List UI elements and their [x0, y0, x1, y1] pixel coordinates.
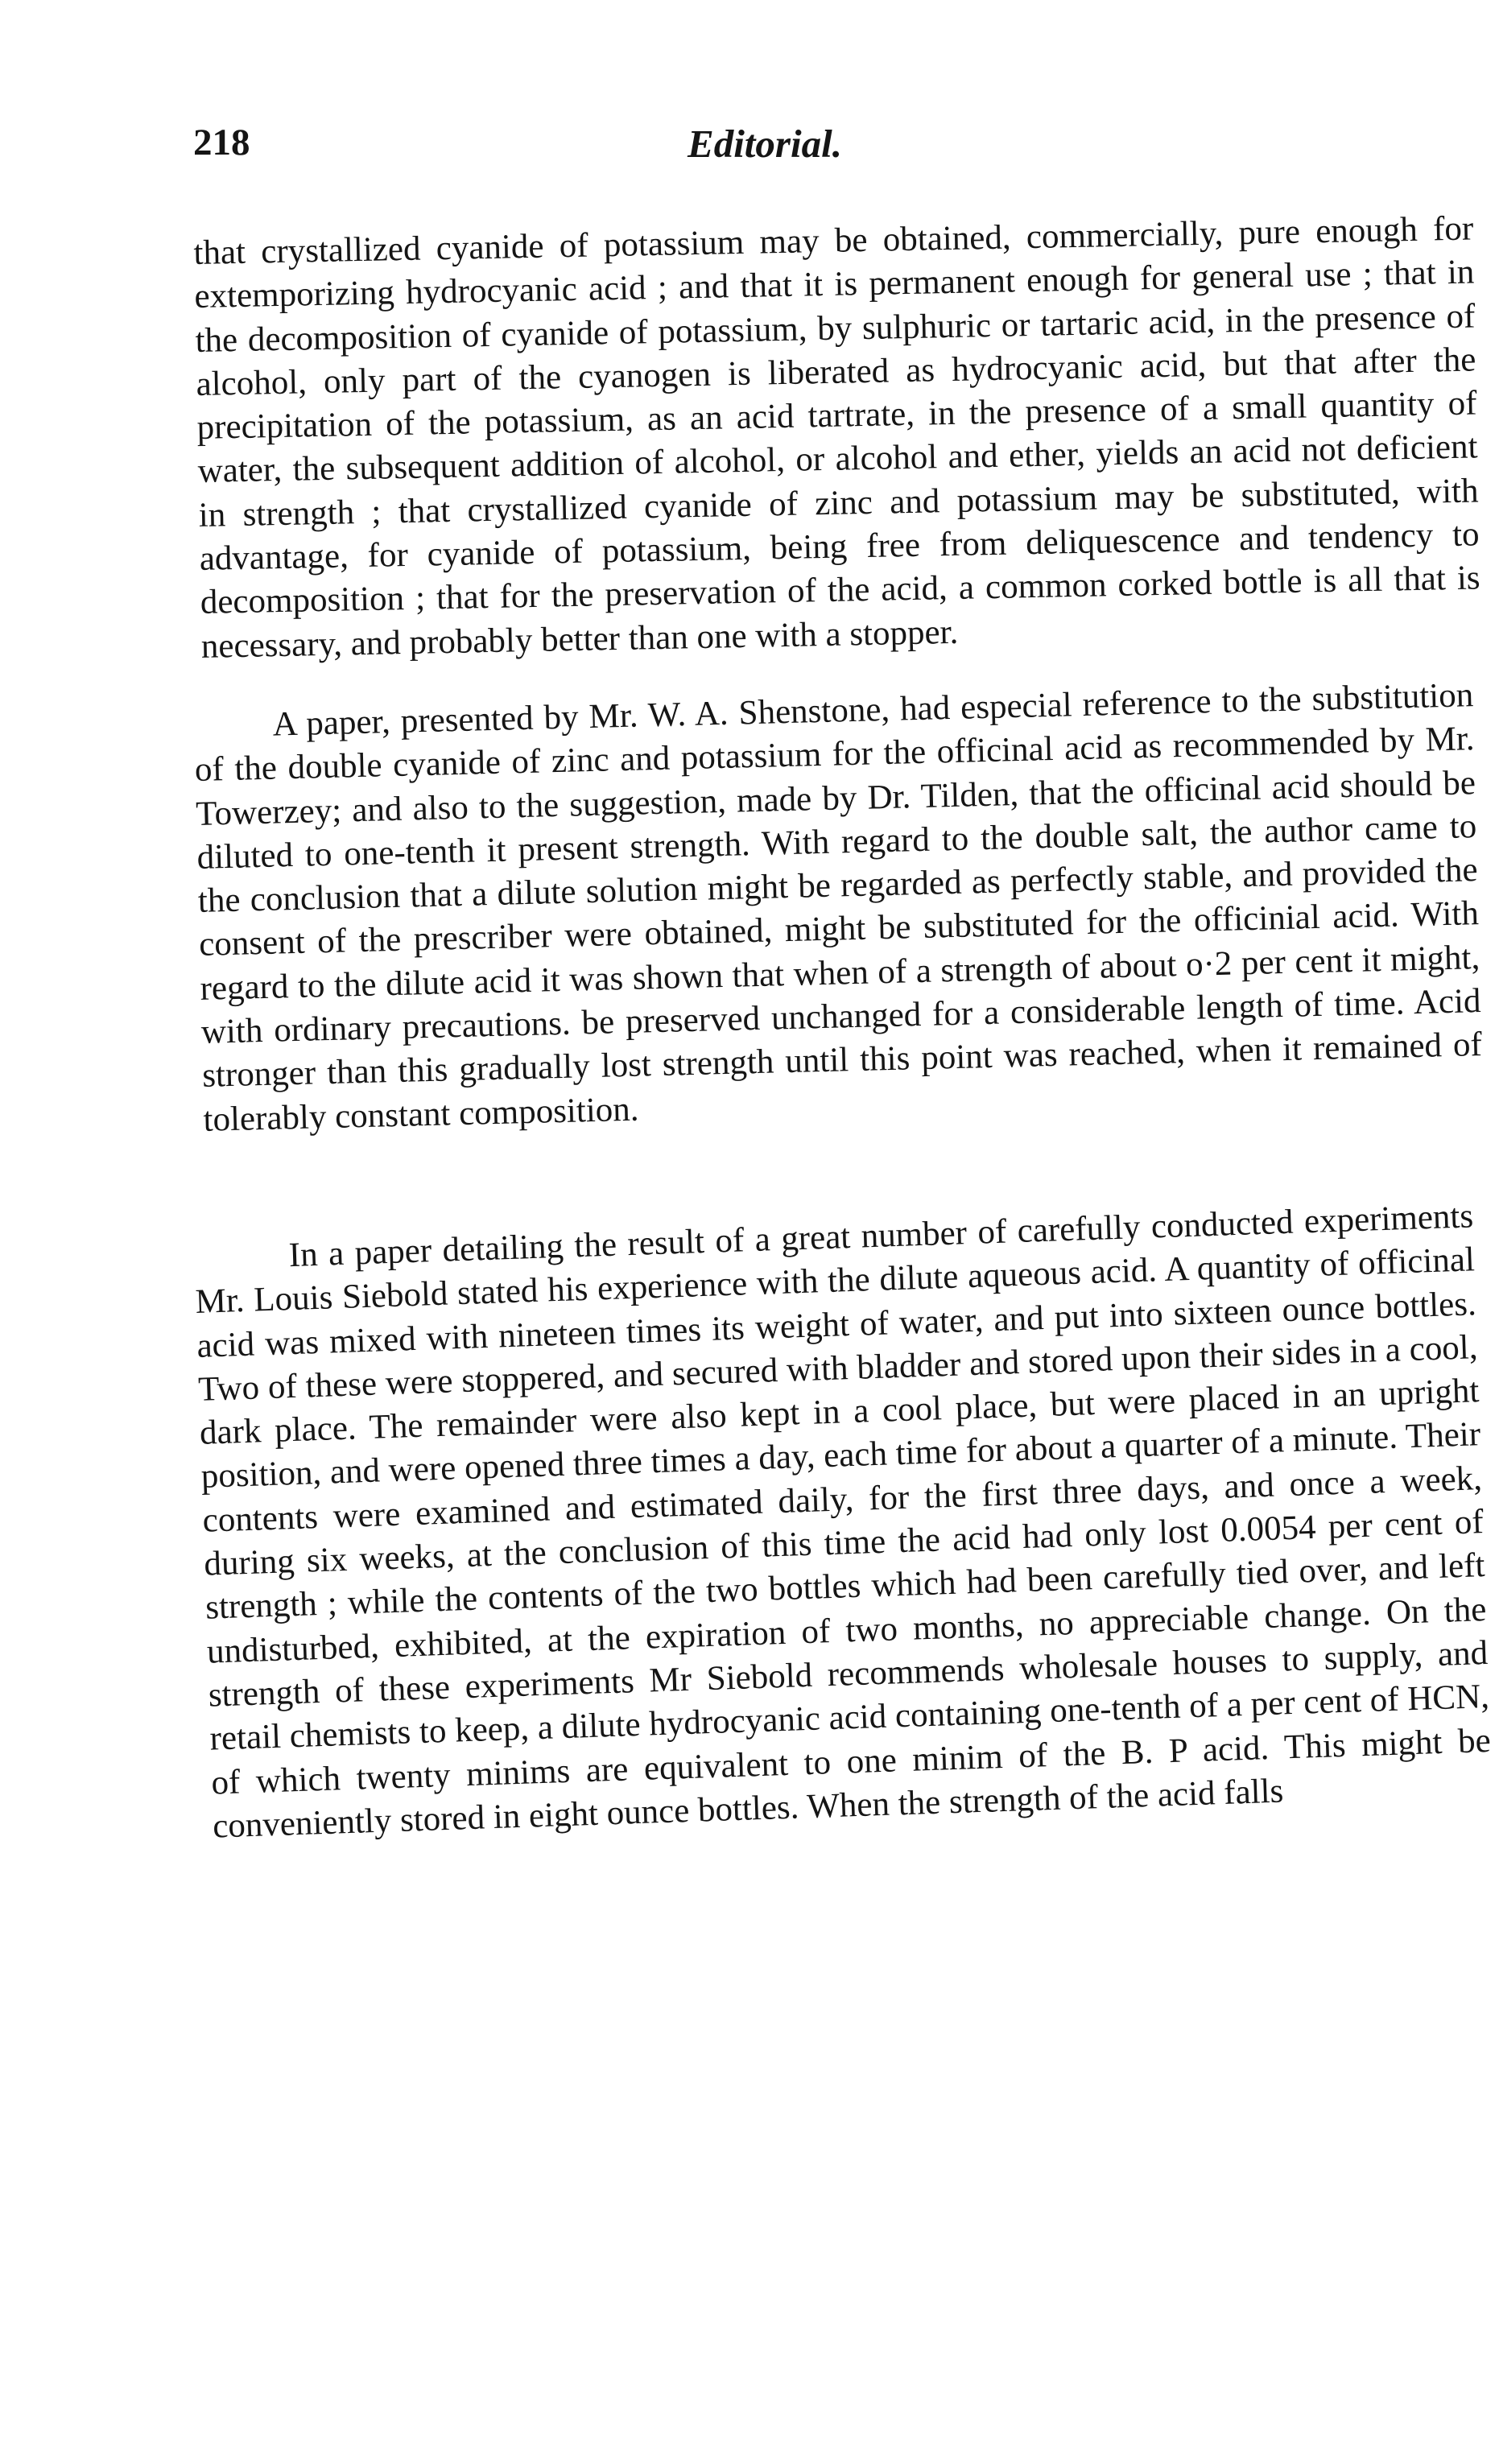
body-text — [193, 209, 1492, 1849]
page-number: 218 — [193, 122, 250, 163]
paragraph-continued: that crystallized cyanide of potassium may be obtained, commercially, pure enough for extemporizing hydrocyanic acid ; and that it is permanent enough for general use ; that in the decomposition of cyanide of potassium, by sulphuric or tartaric acid, in the presence of alcohol, only part of the cyanogen is liberated as hydrocyanic acid, but that after the precipitation of the potassium, as an acid tartrate, in the presence of a small quantity of water, the subsequent addition of alcohol, or alcohol and ether, yields an acid not deficient in strength ; that crystallized cyanide of zinc and potassium may be substituted, with advantage, for cyanide of potassium, being free from deliquescence and tendency to decomposition ; that for the preservation of the acid, a common corked bottle is all that is necessary, and probably better than one with a stopper. — [193, 209, 1481, 666]
paragraph-siebold: In a paper detailing the result of a great number of carefully conducted experiments Mr. Louis Siebold stated his experience with the dilute aqueous acid. A quantity of officinal acid was mixed with nineteen times its weight of water, and put into sixteen ounce bottles. Two of these were stoppered, and secured with bladder and stored upon their sides in a cool, dark place. The remainder were also kept in a cool place, but were placed in an upright position, and were opened three times a day, each time for about a quarter of a minute. Their contents were examined and estimated daily, for the first three days, and once a week, during six weeks, at the conclusion of this time the acid had only lost 0.0054 per cent of strength ; while the contents of the two bottles which had been carefully tied over, and left undisturbed, exhibited, at the expiration of two months, no appreciable change. On the strength of these experiments Mr Siebold recommends wholesale houses to supply, and retail chemists to keep, a dilute hydrocyanic acid containing one-tenth of a per cent of HCN, of which twenty minims are equivalent to one minim of the B. P acid. This might be conveniently stored in eight ounce bottles. When the strength of the acid falls — [194, 1197, 1492, 1846]
running-head: Editorial. — [688, 122, 842, 166]
paragraph-shenstone: A paper, presented by Mr. W. A. Shenstone, had especial reference to the substitution of the double cyanide of zinc and potassium for the officinal acid as recommended by Mr. Towerzey; and also to the suggestion, made by Dr. Tilden, that the officinal acid should be diluted to one-tenth it present strength. With regard to the double salt, the author came to the conclusion that a dilute solution might be regarded as perfectly stable, and provided the consent of the prescriber were obtained, might be substituted for the officinial acid. With regard to the dilute acid it was shown that when of a strength of about o·2 per cent it might, with ordinary precautions. be preserved unchanged for a considerable length of time. Acid stronger than this gradually lost strength until this point was reached, when it remained of tolerably constant composition. — [194, 676, 1483, 1139]
page-header — [193, 121, 1497, 185]
